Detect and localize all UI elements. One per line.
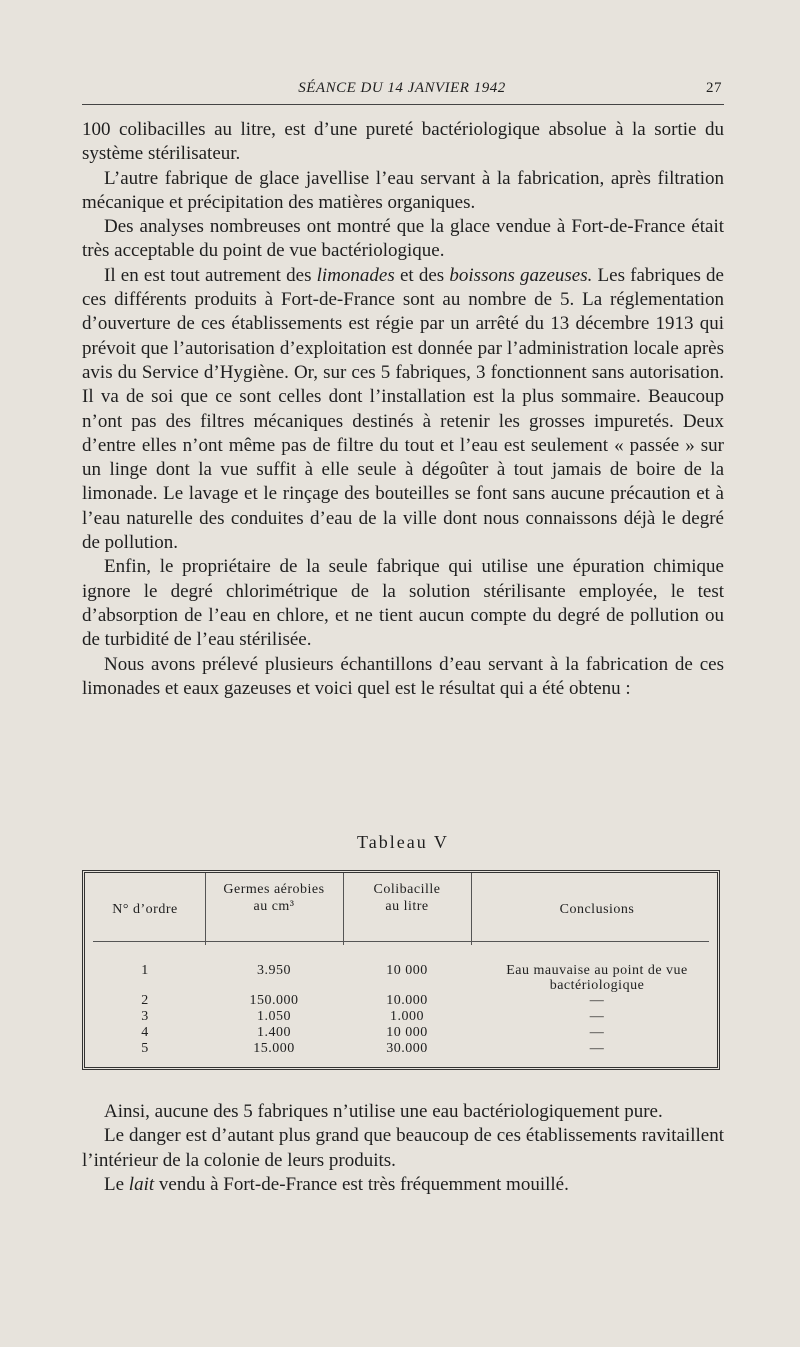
column-divider bbox=[471, 873, 472, 945]
row-5-germes: 15.000 bbox=[253, 1041, 295, 1056]
header-cell-conclusions: Conclusions bbox=[559, 902, 635, 917]
row-1-ordre: 1 bbox=[141, 963, 149, 978]
p9-emphasis-lait: lait bbox=[128, 1173, 155, 1195]
p4-before: Il en est tout autrement des bbox=[104, 264, 317, 286]
paragraph-4 bbox=[82, 264, 724, 556]
row-2-germes: 150.000 bbox=[249, 993, 299, 1008]
header-germes-line1: Germes aérobies bbox=[223, 882, 325, 897]
header-coli-line1: Colibacille bbox=[373, 882, 441, 897]
table-caption: Tableau V bbox=[357, 832, 449, 852]
body-text bbox=[82, 118, 724, 701]
p4-emphasis-limonades: limonades bbox=[316, 264, 395, 286]
paragraph-6: Nous avons prélevé plusieurs échantillons d’eau servant à la fabrication de ces limonades et eaux gazeuses et voici quel est le résultat qui a été obtenu : bbox=[82, 653, 724, 699]
p9-after: vendu à Fort-de-France est très fréquemment mouillé. bbox=[154, 1173, 569, 1195]
paragraph-9 bbox=[82, 1173, 724, 1197]
p9-before: Le bbox=[104, 1173, 129, 1195]
row-1-germes: 3.950 bbox=[257, 963, 291, 978]
running-header bbox=[82, 78, 722, 102]
p4-emphasis-boissons: boissons gazeuses. bbox=[449, 264, 593, 286]
row-5-conclusion: — bbox=[589, 1041, 605, 1056]
header-divider bbox=[93, 941, 709, 942]
row-5-ordre: 5 bbox=[141, 1041, 149, 1056]
paragraph-3: Des analyses nombreuses ont montré que la glace vendue à Fort-de-France était très acceptable du point de vue bactériologique. bbox=[82, 216, 724, 262]
header-rule bbox=[82, 104, 724, 105]
row-1-conclusion: Eau mauvaise au point de vue bactériologique bbox=[506, 963, 688, 993]
p4-after: Les fabriques de ces différents produits à Fort-de-France sont au nombre de 5. La réglementation d’ouverture de ces établissements est régie par un arrêté du 13 décembre 1913 qui prévoit que l’autorisation d’exploitation est donnée par l’administration locale après avis du Service d’Hygiène. Or, sur ces 5 fabriques, 3 fonctionnent sans autorisation. Il va de soi que ce sont celles dont l’installation est la plus sommaire. Beaucoup n’ont pas des filtres mécaniques destinés à retenir les grosses impuretés. Deux d’entre elles n’ont même pas de filtre du tout et l’eau est seulement « passée » sur un linge dont la vue suffit à elle seule à dégoûter à tout jamais de boire de la limonade. Le lavage et le rinçage des bouteilles se font sans aucune précaution et à l’eau naturelle des conduites d’eau de la ville dont nous connaissons déjà le degré de pollution. bbox=[82, 264, 724, 554]
row-3-coli: 1.000 bbox=[390, 1009, 424, 1024]
row-4-conclusion: — bbox=[589, 1025, 605, 1040]
row-4-coli: 10 000 bbox=[386, 1025, 428, 1040]
header-cell-ordre: N° d’ordre bbox=[112, 902, 178, 917]
header-coli-line2: au litre bbox=[385, 899, 429, 914]
header-germes-line2: au cm³ bbox=[253, 899, 295, 914]
row-3-germes: 1.050 bbox=[257, 1009, 291, 1024]
header-cell-colibacille bbox=[343, 881, 471, 915]
paragraph-1: 100 colibacilles au litre, est d’une pureté bactériologique absolue à la sortie du système stérilisateur. bbox=[82, 119, 724, 165]
paragraph-7: Ainsi, aucune des 5 fabriques n’utilise une eau bactériologiquement pure. bbox=[104, 1101, 663, 1122]
table-body bbox=[85, 873, 717, 1067]
row-4-germes: 1.400 bbox=[257, 1025, 291, 1040]
row-3-ordre: 3 bbox=[141, 1009, 149, 1024]
paragraph-8: Le danger est d’autant plus grand que beaucoup de ces établissements ravitaillent l’intérieur de la colonie de leurs produits. bbox=[82, 1125, 724, 1171]
header-cell-germes bbox=[205, 881, 343, 915]
page-number: 27 bbox=[706, 80, 722, 96]
row-4-ordre: 4 bbox=[141, 1025, 149, 1040]
p4-mid: et des bbox=[394, 264, 450, 286]
row-5-coli: 30.000 bbox=[386, 1041, 428, 1056]
header-title: SÉANCE DU 14 JANVIER 1942 bbox=[298, 80, 506, 96]
row-2-ordre: 2 bbox=[141, 993, 149, 1008]
closing-text bbox=[82, 1100, 724, 1197]
row-2-coli: 10.000 bbox=[386, 993, 428, 1008]
row-3-conclusion: — bbox=[589, 1009, 605, 1024]
paragraph-5: Enfin, le propriétaire de la seule fabrique qui utilise une épuration chimique ignore le degré chlorimétrique de la solution stérilisante employée, le test d’absorption de l’eau en chlore, et ne tient aucun compte du degré de pollution ou de turbidité de l’eau stérilisée. bbox=[82, 556, 724, 651]
row-1-coli: 10 000 bbox=[386, 963, 428, 978]
results-table bbox=[82, 870, 720, 1070]
paragraph-2: L’autre fabrique de glace javellise l’eau servant à la fabrication, après filtration mécanique et précipitation des matières organiques. bbox=[82, 167, 724, 213]
row-2-conclusion: — bbox=[589, 993, 605, 1008]
